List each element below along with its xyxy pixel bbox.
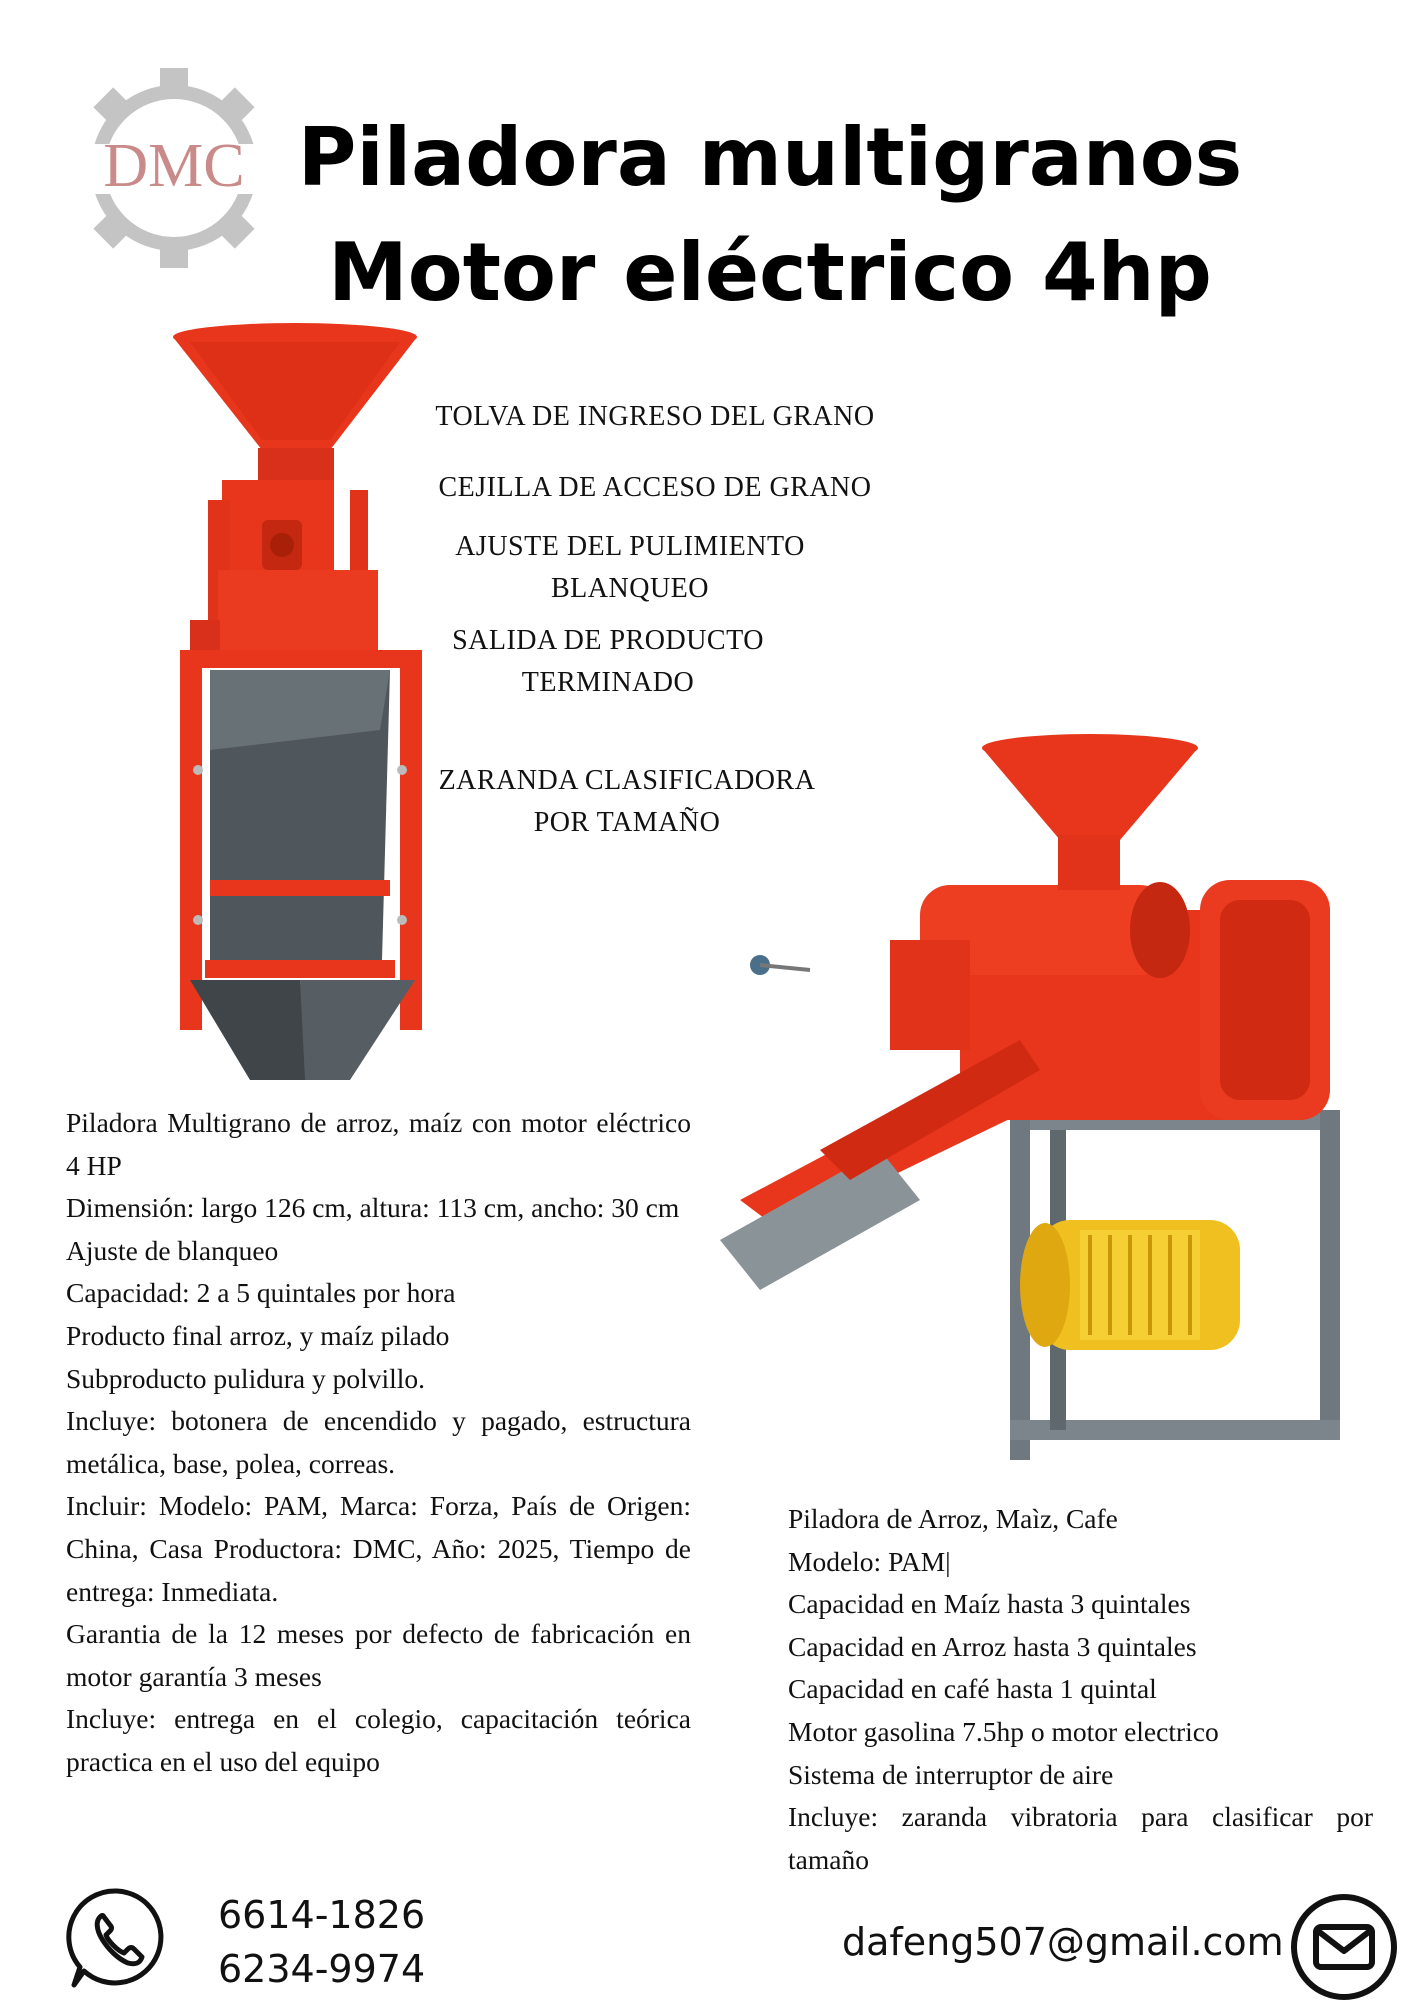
email-address[interactable]: dafeng507@gmail.com: [842, 1920, 1284, 1964]
specs-left: [66, 1102, 691, 1784]
spec-right-item: Sistema de interruptor de aire: [788, 1758, 1114, 1790]
whatsapp-phone-icon[interactable]: [64, 1885, 170, 1996]
spec-left-item: Incluir: Modelo: PAM, Marca: Forza, País de Origen: China, Casa Productora: DMC, Año: 2025, Tiempo de entrega: Inmediata.: [66, 1490, 691, 1607]
spec-right-item: Motor gasolina 7.5hp o motor electrico: [788, 1715, 1219, 1747]
specs-right: [788, 1498, 1373, 1881]
label-product-outlet: SALIDA DE PRODUCTO TERMINADO: [452, 625, 764, 698]
phone-number-1[interactable]: 6614-1826: [218, 1893, 426, 1937]
spec-right-item: Incluye: zaranda vibratoria para clasificar por tamaño: [788, 1801, 1373, 1875]
spec-left-item: Piladora Multigrano de arroz, maíz con motor eléctrico 4 HP: [66, 1107, 691, 1181]
rice-mill-full-view-image: [720, 730, 1360, 1470]
spec-right-item: Modelo: PAM|: [788, 1545, 951, 1577]
page-title-line-2: Motor eléctrico 4hp: [328, 226, 1212, 319]
spec-left-item: Incluye: botonera de encendido y pagado, estructura metálica, base, polea, correas.: [66, 1405, 691, 1479]
envelope-icon[interactable]: [1290, 1893, 1398, 2006]
spec-right-item: Capacidad en Arroz hasta 3 quintales: [788, 1630, 1197, 1662]
spec-left-item: Incluye: entrega en el colegio, capacitación teórica practica en el uso del equipo: [66, 1703, 691, 1777]
label-grain-access: CEJILLA DE ACCESO DE GRANO: [438, 472, 872, 503]
spec-right-item: Capacidad en Maíz hasta 3 quintales: [788, 1588, 1191, 1620]
page-title-line-1: Piladora multigranos: [297, 111, 1243, 204]
spec-left-item: Capacidad: 2 a 5 quintales por hora: [66, 1277, 456, 1309]
dmc-logo: [72, 66, 277, 271]
phone-number-2[interactable]: 6234-9974: [218, 1947, 426, 1991]
label-polish-adjust: AJUSTE DEL PULIMIENTO BLANQUEO: [455, 531, 805, 604]
spec-left-item: Producto final arroz, y maíz pilado: [66, 1319, 450, 1351]
label-hopper: TOLVA DE INGRESO DEL GRANO: [435, 401, 875, 432]
label-size-sieve: ZARANDA CLASIFICADORA POR TAMAÑO: [438, 765, 816, 838]
spec-left-item: Garantia de la 12 meses por defecto de fabricación en motor garantía 3 meses: [66, 1618, 691, 1692]
spec-left-item: Subproducto pulidura y polvillo.: [66, 1362, 426, 1394]
spec-left-item: Dimensión: largo 126 cm, altura: 113 cm, ancho: 30 cm: [66, 1192, 680, 1224]
spec-right-item: Capacidad en café hasta 1 quintal: [788, 1673, 1157, 1705]
spec-left-item: Ajuste de blanqueo: [66, 1234, 279, 1266]
logo-text: DMC: [103, 132, 245, 200]
spec-right-item: Piladora de Arroz, Maìz, Cafe: [788, 1503, 1118, 1534]
